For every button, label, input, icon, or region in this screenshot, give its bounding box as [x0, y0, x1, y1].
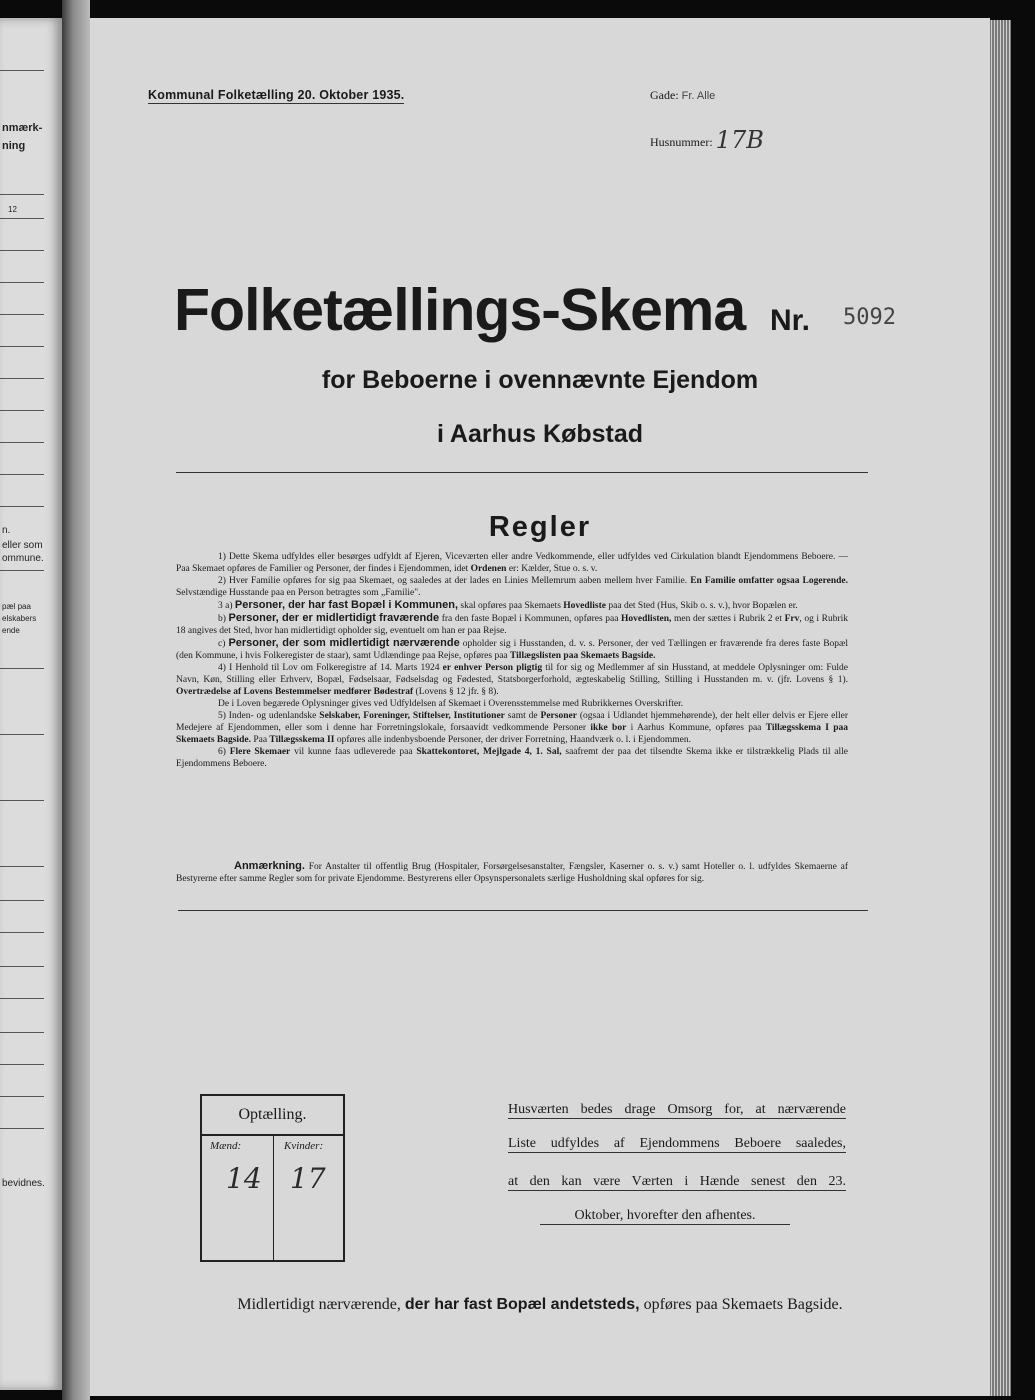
landlord-message-line: Oktober, hvorefter den afhentes. — [540, 1208, 790, 1225]
divider — [0, 1032, 44, 1033]
form-title: Folketællings-Skema — [174, 277, 746, 343]
divider — [0, 900, 44, 901]
house-number-label: Husnummer: — [650, 135, 713, 149]
rule-3b: b) Personer, der er midlertidigt fraværende fra den faste Bopæl i Kommunen, opføres paa Hovedlisten, men der sættes i Rubrik 2 et Frv, og i Rubrik 18 angives det Sted, hvor han midlertidigt opholder sig, eventuelt om han er paa Rejse. — [176, 612, 849, 636]
divider — [0, 474, 44, 475]
rule-1: 1) Dette Skema udfyldes eller besørges udfyldt af Ejeren, Viceværten eller andre Vedkommende, eller udfyldes ved Cirkulation blandt Ejendommens Beboere. — Paa Skemaet opføres de Familier og Personer, der findes i Ejendommen, idet Ordenen er: Kælder, Stue o. s. v. — [176, 552, 848, 574]
divider — [0, 966, 44, 967]
form-number-value: 5092 — [843, 305, 896, 330]
divider — [0, 410, 44, 411]
column-heading: nmærk- — [2, 122, 43, 134]
divider — [0, 668, 44, 669]
divider — [0, 1096, 44, 1097]
divider — [0, 1064, 44, 1065]
footer-emphasis: der har fast Bopæl andetsteds, — [404, 1296, 640, 1313]
divider — [0, 346, 44, 347]
annotation-note — [176, 860, 848, 885]
divider — [0, 218, 44, 219]
margin-text: bevidnes. — [2, 1178, 45, 1189]
men-label: Mænd: — [210, 1140, 242, 1152]
divider — [0, 282, 44, 283]
column-number: 12 — [8, 205, 17, 214]
rule-5: 5) Inden- og udenlandske Selskaber, Foreninger, Stiftelser, Institutioner samt de Personer (ogsaa i Udlandet hjemmehørende), der helt eller delvis er Ejere eller Medejere af Ejendommen, eller som i denne har Forretningslokale, forsaavidt vedkommende Personer ikke bor i Aarhus Kommune, opføres paa Tillægsskema I paa Skemaets Bagside. Paa Tillægsskema II opføres alle indenbysboende Personer, der driver Forretning, Haandværk o. l. i Ejendommen. — [176, 711, 849, 745]
margin-text: elskabers — [2, 614, 37, 623]
street-value: Fr. Alle — [681, 90, 716, 102]
divider — [0, 734, 44, 735]
divider — [0, 194, 44, 195]
form-number-label: Nr. — [770, 304, 811, 337]
margin-text: pæl paa — [2, 602, 31, 611]
count-title: Optælling. — [238, 1106, 307, 1123]
rules-text — [176, 551, 848, 770]
divider — [273, 1134, 274, 1260]
divider — [0, 442, 44, 443]
men-count: 14 — [226, 1162, 262, 1195]
divider — [0, 866, 44, 867]
divider — [176, 472, 868, 473]
divider — [0, 70, 44, 71]
street-field — [650, 88, 715, 103]
rule-6: 6) Flere Skemaer vil kunne faas udleverede paa Skattekontoret, Mejlgade 4, 1. Sal, saafremt der paa det tilsendte Skema ikke er tilstrækkelig Plads til alle Ejendommens Beboere. — [176, 747, 849, 769]
landlord-message-line: at den kan være Værten i Hænde senest den 23. — [508, 1174, 846, 1189]
women-label: Kvinder: — [284, 1140, 324, 1152]
divider — [178, 910, 868, 911]
house-number-field — [650, 124, 764, 152]
divider — [0, 314, 44, 315]
women-count: 17 — [290, 1162, 326, 1195]
house-number-value: 17B — [715, 126, 764, 154]
margin-text: ende — [2, 626, 20, 635]
footer-note — [90, 1296, 990, 1314]
form-subtitle: for Beboerne i ovennævnte Ejendom — [321, 366, 759, 394]
annotation-heading: Anmærkning. — [234, 860, 305, 872]
divider — [0, 932, 44, 933]
divider — [0, 800, 44, 801]
margin-text: eller som — [2, 540, 43, 551]
rule-4-note: De i Loven begærede Oplysninger gives ved Udfyldelsen af Skemaet i Overensstemmelse med Rubrikkernes Overskrifter. — [218, 699, 684, 709]
margin-text: ommune. — [2, 553, 44, 564]
margin-text: n. — [2, 525, 11, 536]
rule-3a: 3 a) Personer, der har fast Bopæl i Kommunen, skal opføres paa Skemaets Hovedliste paa det Sted (Hus, Skib o. s. v.), hvor Bopælen er. — [218, 599, 798, 611]
divider — [0, 570, 44, 571]
divider — [0, 250, 44, 251]
footer-text: opføres paa Skemaets Bagside. — [643, 1296, 843, 1313]
count-box — [200, 1094, 345, 1262]
street-label: Gade: — [650, 88, 679, 102]
previous-page-edge — [0, 18, 62, 1390]
divider — [0, 1128, 44, 1129]
divider — [0, 378, 44, 379]
footer-text: Midlertidigt nærværende, — [237, 1296, 401, 1313]
rules-heading: Regler — [488, 511, 592, 543]
census-form-page — [90, 18, 990, 1396]
divider — [0, 506, 44, 507]
divider — [0, 998, 44, 999]
census-heading: Kommunal Folketælling 20. Oktober 1935. — [148, 88, 405, 102]
book-gutter — [62, 0, 90, 1400]
annotation-text: For Anstalter til offentlig Brug (Hospitaler, Forsørgelsesanstalter, Fængsler, Kaserner o. s. v.) samt Hoteller o. l. udfyldes Skemaerne af Bestyrerne efter samme Regler som for private Ejendomme. Bestyrerens eller Opsynspersonalets særlige Husholdning skal opføres for sig. — [176, 862, 849, 884]
form-municipality: i Aarhus Købstad — [436, 420, 644, 448]
rule-3c: c) Personer, der som midlertidigt nærværende opholder sig i Husstanden, d. v. s. Personer, der ved Tællingen er fraværende fra deres faste Bopæl (den Kommune, i hvis Folkeregister de staar), samt Udlændinge paa Rejse, opføres paa Tillægslisten paa Skemaets Bagside. — [176, 637, 849, 661]
landlord-message-line: Husværten bedes drage Omsorg for, at nærværende — [508, 1102, 846, 1117]
column-heading: ning — [2, 140, 26, 152]
rule-4: 4) I Henhold til Lov om Folkeregistre af 14. Marts 1924 er enhver Person pligtig til for sig og Medlemmer af sin Husstand, at meddele Oplysninger om: Fulde Navn, Køn, Stilling eller Erhverv, Bopæl, Fødselsaar, Fødselsdag og Fødested, Statsborgerforhold, ægteskabelig Stilling, Stilling i Husstanden m. v. (jfr. Lovens § 1). Overtrædelse af Lovens Bestemmelser medfører Bødestraf (Lovens § 12 jfr. § 8). — [176, 663, 849, 697]
landlord-message-line: Liste udfyldes af Ejendommens Beboere saaledes, — [508, 1136, 846, 1151]
rule-2: 2) Hver Familie opføres for sig paa Skemaet, og saaledes at der lades en Linies Mellemrum aaben mellem hver Familie. En Familie omfatter ogsaa Logerende. Selvstændige Husstande paa en Person betragtes som „Familie". — [176, 576, 848, 598]
